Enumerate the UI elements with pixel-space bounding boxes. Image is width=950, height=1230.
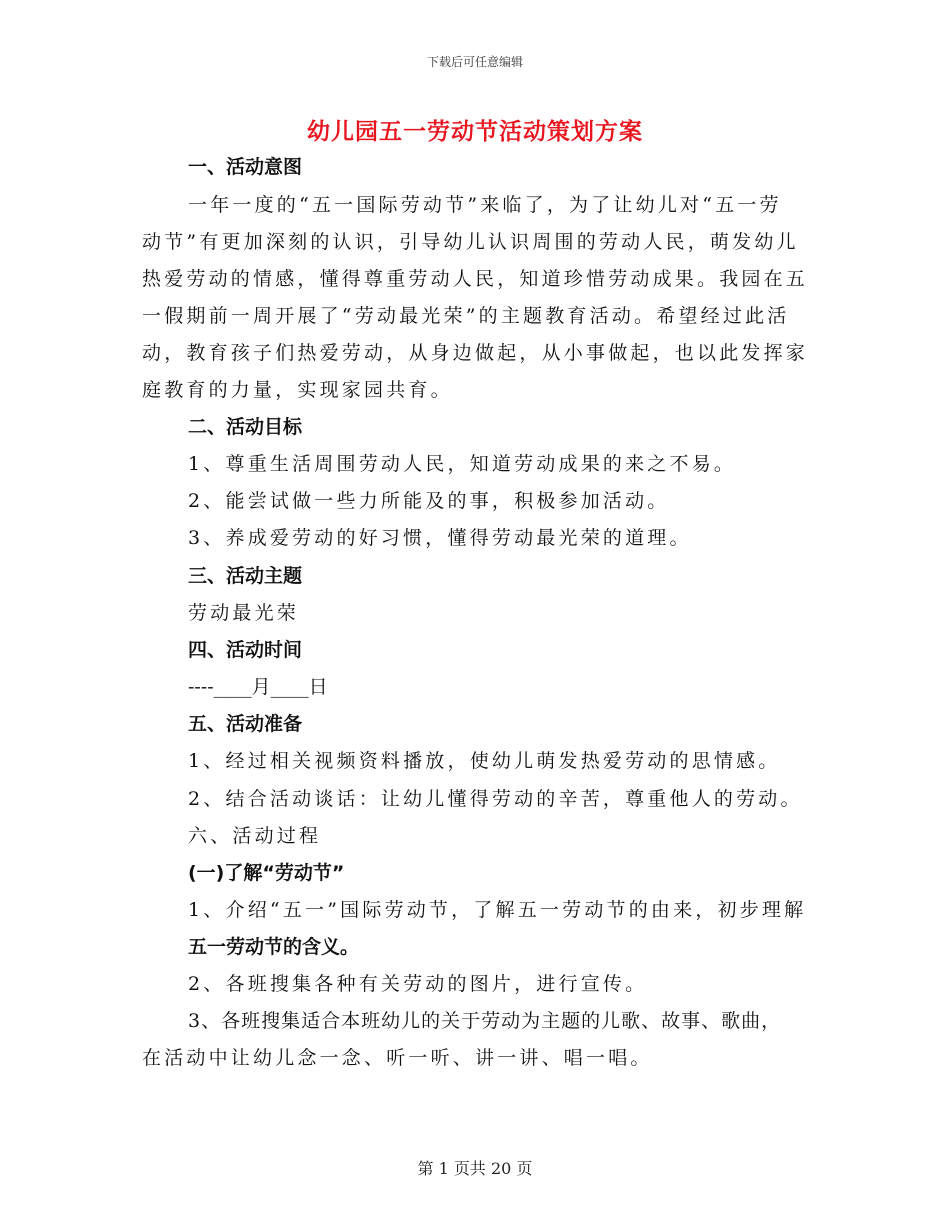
section-heading: 四、活动时间	[188, 639, 303, 661]
list-item: 1、经过相关视频资料播放，使幼儿萌发热爱劳动的思情感。	[188, 750, 781, 772]
list-item: 3、各班搜集适合本班幼儿的关于劳动为主题的儿歌、故事、歌曲，	[188, 1010, 782, 1032]
section-heading: 二、活动目标	[188, 416, 303, 438]
list-item: 1、尊重生活周围劳动人民，知道劳动成果的来之不易。	[188, 453, 737, 475]
list-item: 3、养成爱劳动的好习惯，懂得劳动最光荣的道理。	[188, 527, 692, 549]
paragraph-line: 动节”有更加深刻的认识，引导幼儿认识周围的劳动人民，萌发幼儿	[142, 231, 799, 253]
paragraph-line: 庭教育的力量，实现家园共育。	[142, 379, 453, 401]
paragraph-line: 一年一度的“五一国际劳动节”来临了，为了让幼儿对“五一劳	[188, 194, 782, 216]
header-note: 下载后可任意编辑	[426, 55, 523, 69]
paragraph-line: 热爱劳动的情感，懂得尊重劳动人民，知道珍惜劳动成果。我园在五	[142, 268, 809, 290]
section-heading: 三、活动主题	[188, 565, 303, 587]
paragraph-line: 一假期前一周开展了“劳动最光荣”的主题教育活动。希望经过此活	[142, 305, 790, 327]
date-placeholder: ----____月____日	[188, 676, 328, 698]
list-item: 2、结合活动谈话：让幼儿懂得劳动的辛苦，尊重他人的劳动。	[188, 788, 803, 810]
paragraph-line: 五一劳动节的含义。	[188, 936, 360, 958]
section-heading: 六、活动过程	[188, 825, 322, 847]
paragraph-line: 劳动最光荣	[188, 602, 300, 624]
list-item: 1、介绍“五一”国际劳动节，了解五一劳动节的由来，初步理解	[188, 899, 807, 921]
paragraph-line: 动，教育孩子们热爱劳动，从身边做起，从小事做起，也以此发挥家	[142, 342, 809, 364]
paragraph-line: 在活动中让幼儿念一念、听一听、讲一讲、唱一唱。	[142, 1047, 653, 1069]
document-title: 幼儿园五一劳动节活动策划方案	[307, 119, 643, 145]
list-item: 2、各班搜集各种有关劳动的图片，进行宣传。	[188, 973, 648, 995]
list-item: 2、能尝试做一些力所能及的事，积极参加活动。	[188, 490, 670, 512]
page-footer: 第 1 页共 20 页	[417, 1159, 533, 1178]
subsection-heading: (一)了解“劳动节”	[188, 862, 345, 884]
section-heading: 五、活动准备	[188, 713, 303, 735]
section-heading: 一、活动意图	[188, 156, 303, 178]
